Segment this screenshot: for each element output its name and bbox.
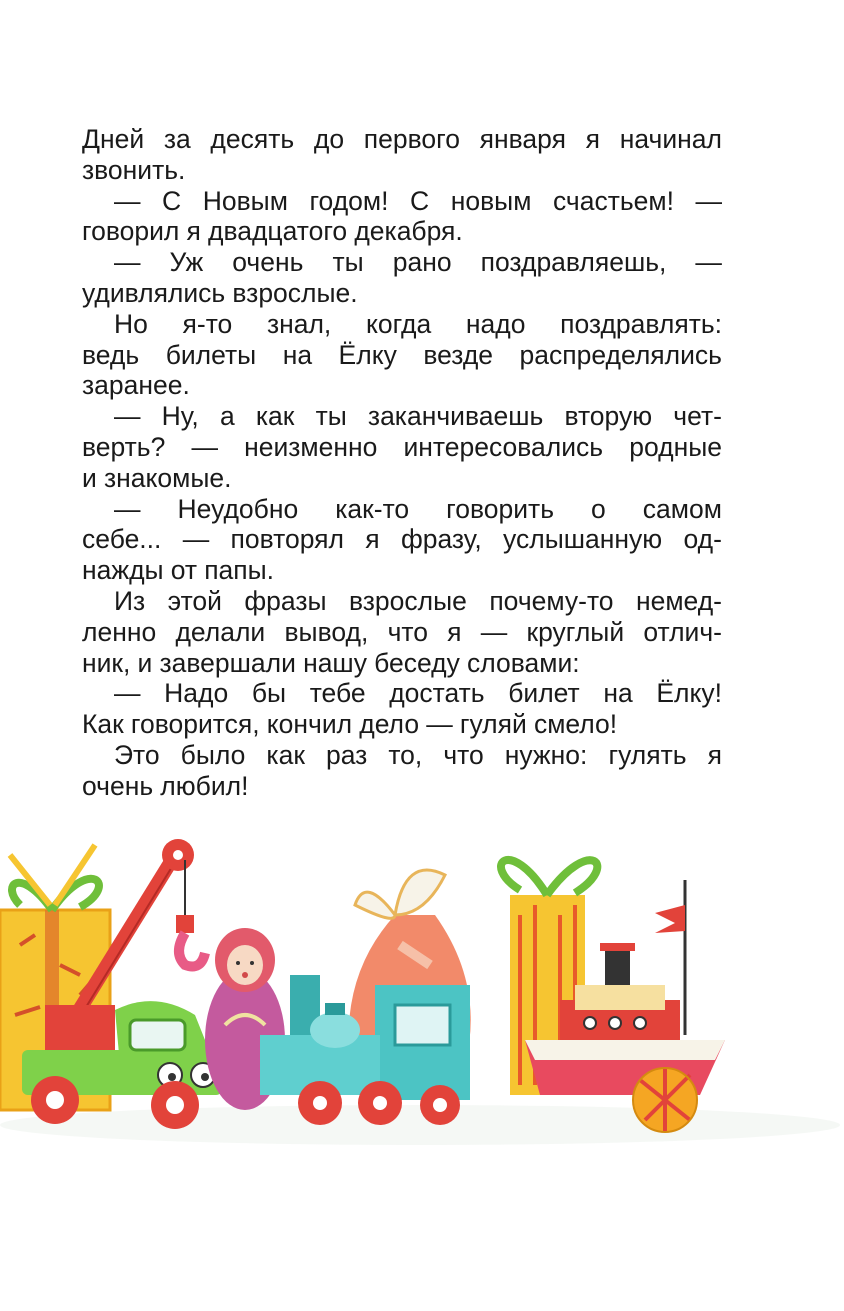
text-line: Дней за десять до первого января я начинал — [82, 124, 722, 154]
text-line: — С Новым годом! С новым счастьем! — — [114, 185, 722, 216]
text-line: — Неудобно как-то говорить о самом — [114, 493, 722, 524]
toys-illustration — [0, 825, 844, 1155]
text-line: ведь билеты на Ёлку везде распределялись — [82, 339, 722, 370]
text-line: — Надо бы тебе достать билет на Ёлку! — [114, 678, 722, 709]
text-line: Но я-то знал, когда надо поздравлять: — [114, 308, 722, 339]
text-line: верть? — неизменно интересовались родные — [82, 431, 722, 462]
text-line: Это было как раз то, что нужно: гулять я — [114, 739, 722, 770]
text-line: себе... — повторял я фразу, услышанную од- — [82, 524, 722, 555]
toy-ball-icon — [633, 1068, 697, 1132]
text-line: — Уж очень ты рано поздравляешь, — — [114, 247, 722, 278]
text-line: нажды от папы. — [82, 555, 275, 586]
text-line: заранее. — [82, 370, 190, 401]
text-line: звонить. — [82, 154, 186, 185]
text-line: ленно делали вывод, что я — круглый отлич- — [82, 616, 722, 647]
text-line: и знакомые. — [82, 462, 232, 493]
text-line: удивлялись взрослые. — [82, 277, 358, 308]
text-line: Из этой фразы взрослые почему-то немед- — [114, 585, 722, 616]
text-line: — Ну, а как ты заканчиваешь вторую чет- — [114, 401, 722, 432]
story-text — [82, 124, 722, 802]
text-line: Как говорится, кончил дело — гуляй смело! — [82, 709, 618, 740]
text-line: ник, и завершали нашу беседу словами: — [82, 647, 580, 678]
text-line: говорил я двадцатого декабря. — [82, 216, 463, 247]
text-line: очень любил! — [82, 770, 249, 801]
